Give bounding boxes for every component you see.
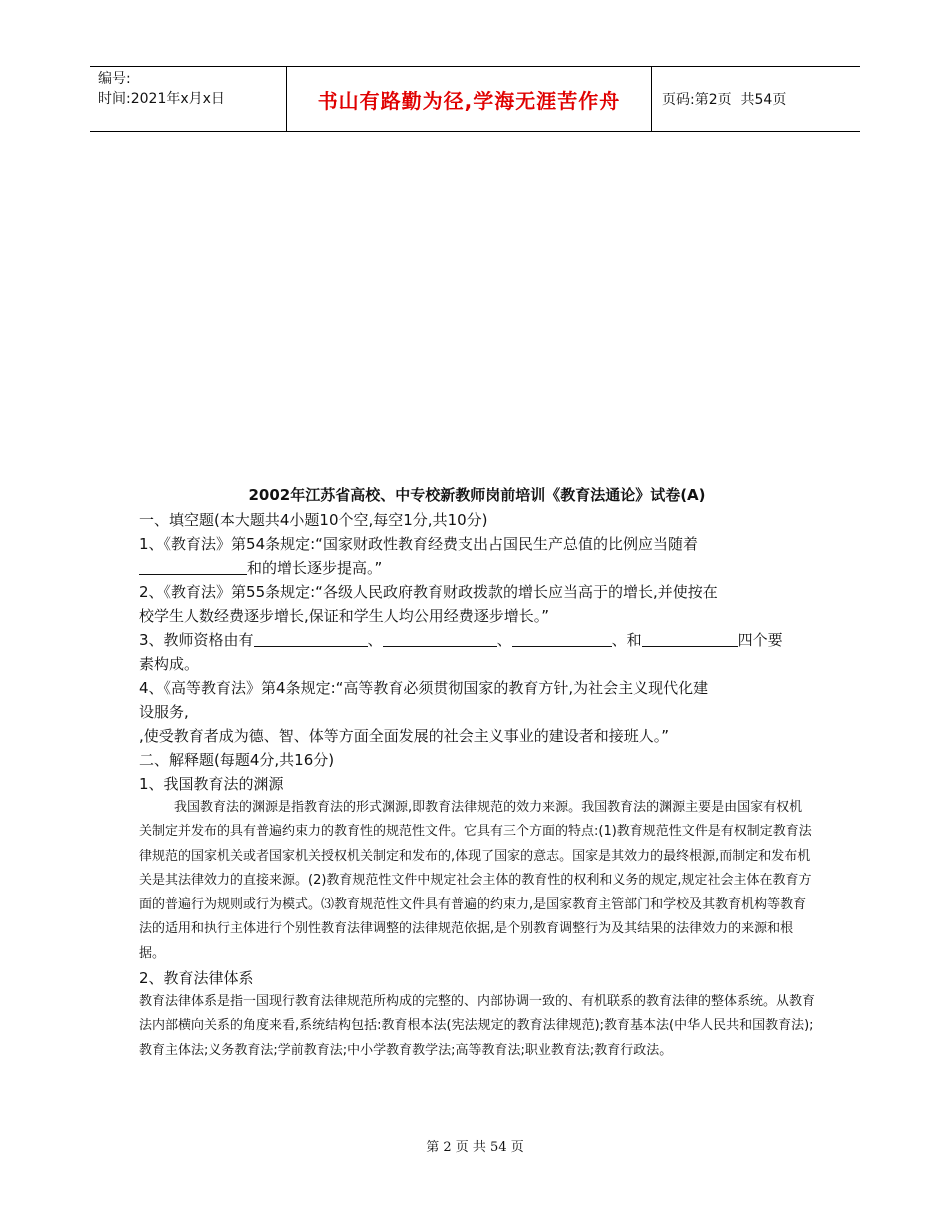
answer-blank[interactable] [254,630,368,647]
question-3-prefix: 3、教师资格由有 [139,631,254,649]
question-3-line-1 [139,628,815,652]
page-footer: 第 2 页 共 54 页 [426,1140,524,1155]
question-2-line-2: 校学生人数经费逐步增长,保证和学生人均公用经费逐步增长。” [139,607,550,625]
header-number-label: 编号: [98,71,131,87]
answer-blank[interactable] [512,630,612,647]
question-3-suffix: 四个要 [737,631,783,649]
document-body [139,484,815,1063]
answer-blank[interactable] [642,630,738,647]
item-1-heading: 1、我国教育法的渊源 [139,775,284,793]
header-motto: 书山有路勤为径,学海无涯苦作舟 [286,67,652,131]
section-2-heading: 二、解释题(每题4分,共16分) [139,751,335,769]
question-2-line-1: 2、《教育法》第55条规定:“各级人民政府教育财政拨款的增长应当高于的增长,并使按在 [139,583,718,601]
item-2-text: 教育法律体系是指一国现行教育法律规范所构成的完整的、内部协调一致的、有机联系的教育法律的整体系统。从教育法内部横向关系的角度来看,系统结构包括:教育根本法(宪法规定的教育法律规范);教育基本法(中华人民共和国教育法);教育主体法;义务教育法;学前教育法;中小学教育教学法;高等教育法;职业教育法;教育行政法。 [139,994,816,1058]
question-4-line-1: 4、《高等教育法》第4条规定:“高等教育必须贯彻国家的教育方针,为社会主义现代化建 [139,679,709,697]
question-1-line-2 [139,556,815,580]
question-3-sep-2: 、 [496,631,512,649]
question-1-line-2-text: 和的增长逐步提高。” [247,559,383,577]
item-1-text: 我国教育法的渊源是指教育法的形式渊源,即教育法律规范的效力来源。我国教育法的渊源主要是由国家有权机关制定并发布的具有普遍约束力的教育性的规范性文件。它具有三个方面的特点:(1)教育规范性文件是有权制定教育法律规范的国家机关或者国家机关授权机关制定和发布的,体现了国家的意志。国家是其效力的最终根源,而制定和发布机关是其法律效力的直接来源。(2)教育规范性文件中规定社会主体的教育性的权利和义务的规定,规定社会主体在教育方面的普遍行为规则或行为模式。⑶教育规范性文件具有普遍的约束力,是国家教育主管部门和学校及其教育机构等教育法的适用和执行主体进行个别性教育法律调整的法律规范依据,是个别教育调整行为及其结果的法律效力的来源和根据。 [139,800,812,961]
item-2-heading: 2、教育法律体系 [139,969,254,988]
page-header [90,66,860,132]
question-3-line-2: 素构成。 [139,655,200,673]
document-title: 2002年江苏省高校、中专校新教师岗前培训《教育法通论》试卷(A) [248,486,706,504]
header-page-info-text: 页码:第2页 共54页 [662,92,787,108]
question-4-line-3: ,使受教育者成为德、智、体等方面全面发展的社会主义事业的建设者和接班人。” [139,727,670,745]
answer-blank[interactable] [383,630,497,647]
question-4-line-2: 设服务, [139,703,189,721]
header-page-info [652,67,860,131]
header-time-label: 时间:2021年x月x日 [98,91,225,107]
question-3-sep-3: 、和 [611,631,642,649]
question-1-line-1: 1、《教育法》第54条规定:“国家财政性教育经费支出占国民生产总值的比例应当随着 [139,535,698,553]
section-1-heading: 一、填空题(本大题共4小题10个空,每空1分,共10分) [139,511,488,529]
question-3-sep-1: 、 [367,631,383,649]
header-meta [90,67,286,131]
answer-blank[interactable] [139,558,247,575]
